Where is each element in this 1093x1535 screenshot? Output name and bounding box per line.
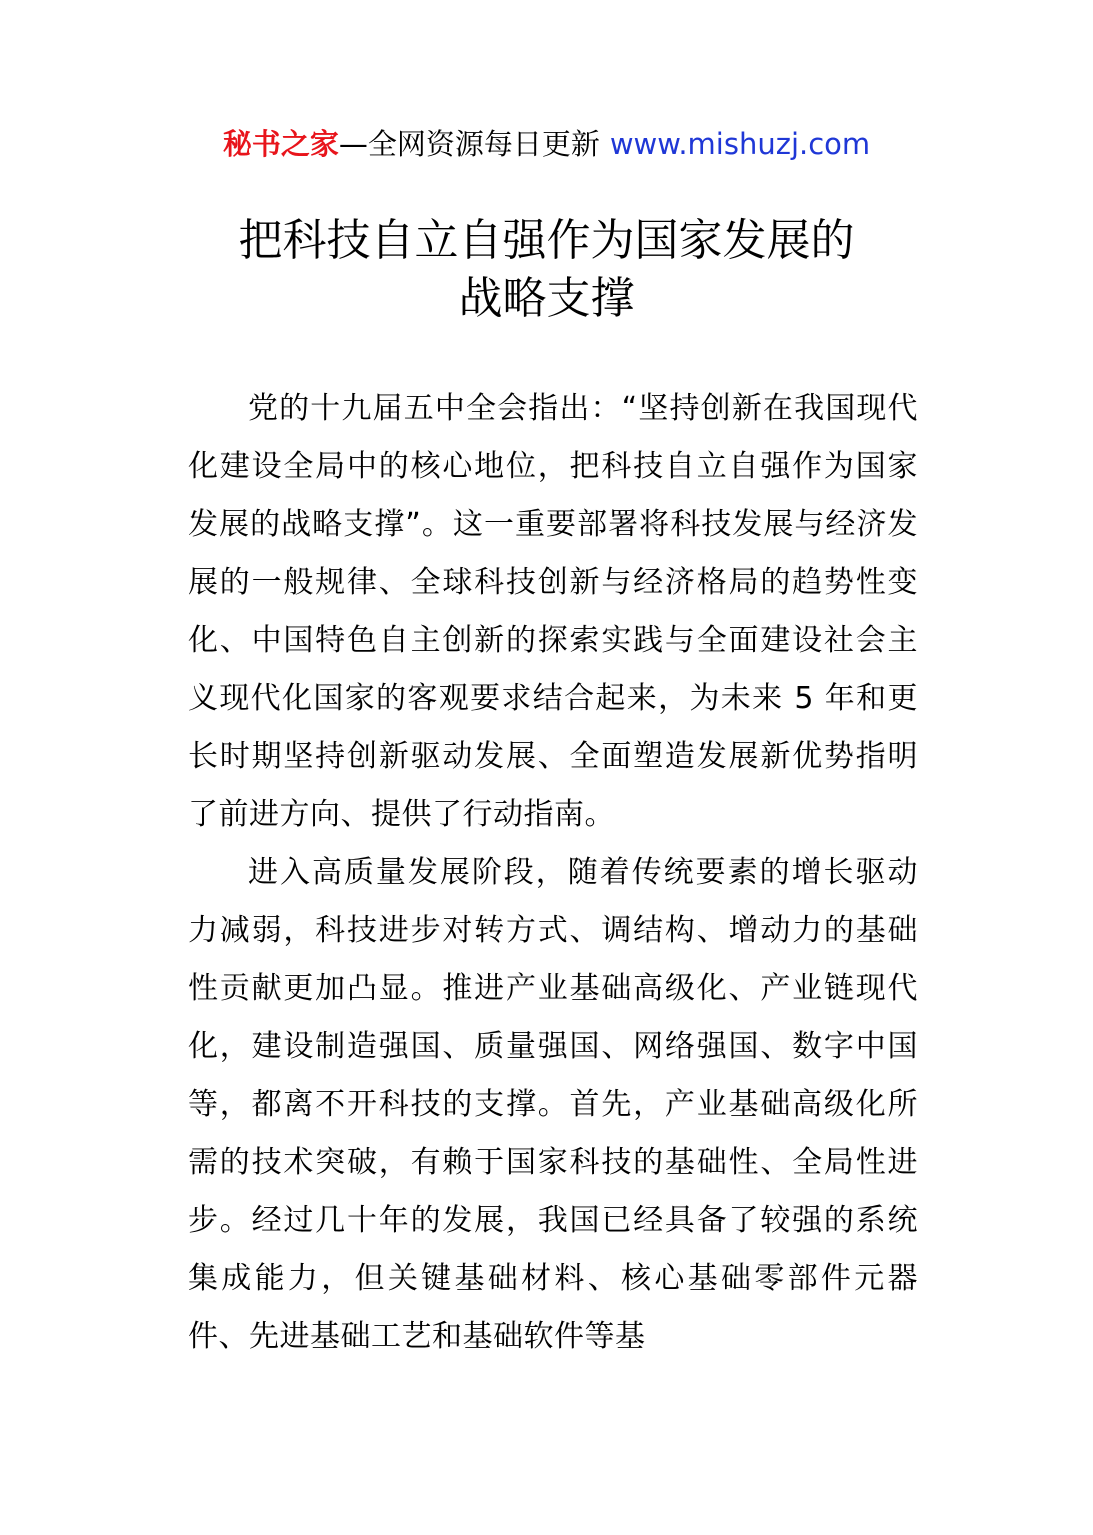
header-tagline: —全网资源每日更新 (338, 127, 600, 161)
paragraph-2: 进入高质量发展阶段，随着传统要素的增长驱动力减弱，科技进步对转方式、调结构、增动力的基础性贡献更加凸显。推进产业基础高级化、产业链现代化，建设制造强国、质量强国、网络强国、数字中国等，都离不开科技的支撑。首先，产业基础高级化所需的技术突破，有赖于国家科技的基础性、全局性进步。经过几十年的发展，我国已经具备了较强的系统集成能力，但关键基础材料、核心基础零部件元器件、先进基础工艺和基础软件等基 (188, 855, 918, 1354)
site-url-link[interactable]: www.mishuzj.com (609, 127, 871, 161)
title-line-2: 战略支撑 (458, 273, 635, 324)
paragraph-1: 党的十九届五中全会指出：“坚持创新在我国现代化建设全局中的核心地位，把科技自立自强作为国家发展的战略支撑”。这一重要部署将科技发展与经济发展的一般规律、全球科技创新与经济格局的趋势性变化、中国特色自主创新的探索实践与全面建设社会主义现代化国家的客观要求结合起来，为未来 5 年和更长时期坚持创新驱动发展、全面塑造发展新优势指明了前进方向、提供了行动指南。 (188, 391, 918, 832)
title-line-1: 把科技自立自强作为国家发展的 (238, 215, 855, 266)
document-body (188, 380, 918, 1366)
site-header (0, 122, 1093, 166)
document-title (120, 212, 973, 328)
brand-name: 秘书之家 (222, 127, 339, 161)
